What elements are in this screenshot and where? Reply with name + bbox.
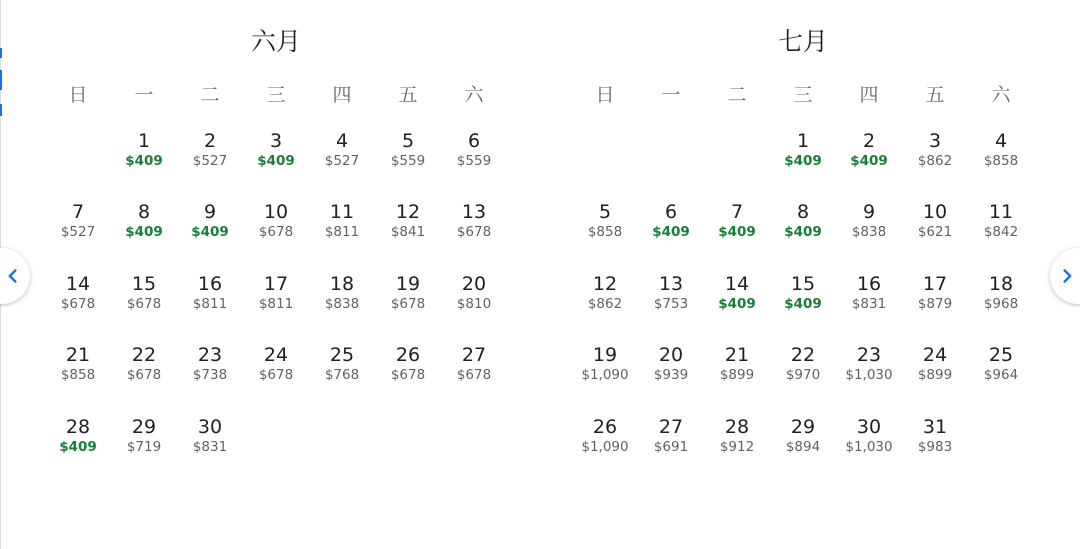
- day-number: 17: [263, 272, 289, 295]
- price-label: $810: [456, 295, 492, 312]
- day-number: 21: [65, 344, 91, 367]
- empty-cell: [704, 129, 770, 200]
- day-cell[interactable]: [309, 272, 375, 343]
- day-cell[interactable]: [902, 200, 968, 271]
- weekday-label: 二: [200, 84, 220, 106]
- day-number: 25: [329, 344, 355, 367]
- day-cell[interactable]: [111, 129, 177, 200]
- day-cell[interactable]: [111, 200, 177, 271]
- lowest-price-label: $409: [784, 153, 822, 169]
- day-number: 1: [796, 130, 810, 152]
- edge-link-mark: [0, 104, 2, 116]
- day-number: 12: [592, 272, 618, 295]
- weekday-label: 四: [332, 84, 352, 106]
- price-label: $862: [587, 295, 623, 312]
- day-number: 7: [71, 201, 85, 224]
- day-number: 11: [329, 201, 355, 224]
- price-label: $691: [653, 438, 689, 455]
- weekday-label: 五: [398, 84, 418, 106]
- day-cell[interactable]: [441, 200, 507, 271]
- day-number: 28: [65, 415, 91, 438]
- price-label: $1,090: [581, 438, 629, 455]
- price-label: $678: [456, 367, 492, 384]
- day-cell[interactable]: [836, 415, 902, 486]
- day-number: 13: [658, 272, 684, 295]
- price-label: $831: [851, 295, 887, 312]
- prev-month-button[interactable]: [0, 248, 30, 304]
- weekday-label: 日: [595, 84, 615, 106]
- day-number: 31: [922, 415, 948, 438]
- day-cell[interactable]: [770, 129, 836, 200]
- price-label: $527: [324, 153, 360, 169]
- day-cell[interactable]: [968, 129, 1034, 200]
- day-number: 8: [137, 201, 151, 224]
- day-number: 23: [856, 344, 882, 367]
- day-cell[interactable]: [243, 272, 309, 343]
- month-title: 六月: [250, 27, 301, 56]
- day-cell[interactable]: [638, 343, 704, 414]
- day-number: 14: [724, 272, 750, 295]
- day-number: 17: [922, 272, 948, 295]
- day-cell[interactable]: [572, 200, 638, 271]
- lowest-price-label: $409: [191, 224, 229, 241]
- day-number: 2: [862, 130, 876, 152]
- weekday-label: 四: [859, 84, 879, 106]
- day-cell[interactable]: [45, 415, 111, 486]
- day-cell[interactable]: [375, 272, 441, 343]
- price-label: $678: [456, 224, 492, 241]
- next-month-button[interactable]: [1050, 248, 1080, 304]
- day-number: 9: [862, 201, 876, 224]
- price-label: $842: [983, 224, 1019, 241]
- day-number: 4: [994, 130, 1008, 152]
- weekday-label: 五: [925, 84, 945, 106]
- price-label: $621: [917, 224, 953, 241]
- day-number: 9: [203, 201, 217, 224]
- day-cell[interactable]: [836, 129, 902, 200]
- day-cell[interactable]: [770, 200, 836, 271]
- price-label: $678: [126, 367, 162, 384]
- price-label: $899: [917, 367, 953, 384]
- day-number: 27: [658, 415, 684, 438]
- day-number: 29: [131, 415, 157, 438]
- weekday-label: 日: [68, 84, 88, 106]
- price-label: $838: [324, 295, 360, 312]
- day-number: 26: [592, 415, 618, 438]
- day-cell[interactable]: [704, 343, 770, 414]
- day-cell[interactable]: [111, 272, 177, 343]
- price-label: $912: [719, 438, 755, 455]
- day-number: 27: [461, 344, 487, 367]
- day-number: 20: [461, 272, 487, 295]
- day-cell[interactable]: [902, 272, 968, 343]
- day-cell[interactable]: [638, 415, 704, 486]
- weekday-label: 六: [464, 84, 484, 106]
- price-label: $894: [785, 438, 821, 455]
- day-number: 25: [988, 344, 1014, 367]
- day-number: 14: [65, 272, 91, 295]
- day-cell[interactable]: [441, 343, 507, 414]
- price-label: $939: [653, 367, 689, 384]
- price-label: $678: [60, 295, 96, 312]
- day-cell[interactable]: [177, 129, 243, 200]
- day-cell[interactable]: [902, 343, 968, 414]
- price-label: $858: [983, 153, 1019, 169]
- day-cell[interactable]: [638, 200, 704, 271]
- day-number: 24: [922, 344, 948, 367]
- weekday-label: 二: [727, 84, 747, 106]
- day-cell[interactable]: [375, 343, 441, 414]
- day-number: 18: [988, 272, 1014, 295]
- price-label: $970: [785, 367, 821, 384]
- empty-cell: [572, 129, 638, 200]
- day-number: 6: [467, 130, 481, 152]
- day-cell[interactable]: [836, 343, 902, 414]
- day-number: 11: [988, 201, 1014, 224]
- day-cell[interactable]: [177, 200, 243, 271]
- day-number: 8: [796, 201, 810, 224]
- day-cell[interactable]: [902, 415, 968, 486]
- lowest-price-label: $409: [784, 224, 822, 241]
- day-cell[interactable]: [638, 272, 704, 343]
- price-label: $738: [192, 367, 228, 384]
- price-label: $768: [324, 367, 360, 384]
- month-title: 七月: [777, 27, 828, 56]
- day-cell[interactable]: [968, 200, 1034, 271]
- day-cell[interactable]: [309, 343, 375, 414]
- day-cell[interactable]: [770, 415, 836, 486]
- day-cell[interactable]: [441, 129, 507, 200]
- weekday-header: [45, 80, 507, 110]
- lowest-price-label: $409: [652, 224, 690, 241]
- price-label: $559: [456, 153, 492, 169]
- day-number: 7: [730, 201, 744, 224]
- day-number: 28: [724, 415, 750, 438]
- weekday-label: 六: [991, 84, 1011, 106]
- day-number: 10: [263, 201, 289, 224]
- day-cell[interactable]: [375, 129, 441, 200]
- day-cell[interactable]: [45, 343, 111, 414]
- price-label: $719: [126, 438, 162, 455]
- day-cell[interactable]: [836, 272, 902, 343]
- price-label: $678: [126, 295, 162, 312]
- day-number: 21: [724, 344, 750, 367]
- days-grid: [45, 129, 507, 486]
- chevron-right-icon: [1056, 264, 1080, 288]
- weekday-label: 三: [793, 84, 813, 106]
- price-label: $831: [192, 438, 228, 455]
- day-number: 18: [329, 272, 355, 295]
- day-cell[interactable]: [968, 343, 1034, 414]
- day-number: 22: [131, 344, 157, 367]
- day-cell[interactable]: [111, 415, 177, 486]
- price-label: $964: [983, 367, 1019, 384]
- day-cell[interactable]: [968, 272, 1034, 343]
- day-cell[interactable]: [770, 343, 836, 414]
- day-number: 5: [598, 201, 612, 224]
- price-label: $753: [653, 295, 689, 312]
- day-number: 26: [395, 344, 421, 367]
- day-cell[interactable]: [45, 200, 111, 271]
- day-cell[interactable]: [572, 272, 638, 343]
- lowest-price-label: $409: [125, 153, 163, 169]
- day-number: 30: [197, 415, 223, 438]
- lowest-price-label: $409: [59, 438, 97, 455]
- day-cell[interactable]: [177, 272, 243, 343]
- day-cell[interactable]: [309, 200, 375, 271]
- day-number: 19: [395, 272, 421, 295]
- edge-link-mark: [0, 48, 2, 58]
- price-label: $527: [60, 224, 96, 241]
- price-label: $678: [390, 367, 426, 384]
- lowest-price-label: $409: [257, 153, 295, 169]
- price-label: $811: [258, 295, 294, 312]
- weekday-label: 一: [134, 84, 154, 106]
- day-cell[interactable]: [243, 200, 309, 271]
- day-cell[interactable]: [770, 272, 836, 343]
- price-label: $862: [917, 153, 953, 169]
- day-number: 1: [137, 130, 151, 152]
- price-label: $841: [390, 224, 426, 241]
- day-number: 16: [197, 272, 223, 295]
- day-cell[interactable]: [177, 343, 243, 414]
- empty-cell: [638, 129, 704, 200]
- day-cell[interactable]: [111, 343, 177, 414]
- day-cell[interactable]: [243, 129, 309, 200]
- day-number: 30: [856, 415, 882, 438]
- day-number: 3: [928, 130, 942, 152]
- day-cell[interactable]: [836, 200, 902, 271]
- day-number: 15: [790, 272, 816, 295]
- day-number: 23: [197, 344, 223, 367]
- day-number: 13: [461, 201, 487, 224]
- price-label: $858: [60, 367, 96, 384]
- day-number: 2: [203, 130, 217, 152]
- day-number: 16: [856, 272, 882, 295]
- day-number: 15: [131, 272, 157, 295]
- day-cell[interactable]: [441, 272, 507, 343]
- day-cell[interactable]: [177, 415, 243, 486]
- weekday-label: 三: [266, 84, 286, 106]
- price-label: $879: [917, 295, 953, 312]
- lowest-price-label: $409: [718, 295, 756, 312]
- price-label: $899: [719, 367, 755, 384]
- day-number: 20: [658, 344, 684, 367]
- lowest-price-label: $409: [850, 153, 888, 169]
- day-cell[interactable]: [902, 129, 968, 200]
- lowest-price-label: $409: [125, 224, 163, 241]
- day-number: 3: [269, 130, 283, 152]
- day-cell[interactable]: [572, 415, 638, 486]
- days-grid: [572, 129, 1034, 486]
- price-label: $1,030: [845, 367, 893, 384]
- day-cell[interactable]: [704, 272, 770, 343]
- price-label: $811: [192, 295, 228, 312]
- day-cell[interactable]: [572, 343, 638, 414]
- price-label: $838: [851, 224, 887, 241]
- price-label: $1,090: [581, 367, 629, 384]
- price-label: $968: [983, 295, 1019, 312]
- day-number: 4: [335, 130, 349, 152]
- day-number: 29: [790, 415, 816, 438]
- price-label: $1,030: [845, 438, 893, 455]
- day-number: 19: [592, 344, 618, 367]
- day-cell[interactable]: [375, 200, 441, 271]
- weekday-label: 一: [661, 84, 681, 106]
- day-number: 6: [664, 201, 678, 224]
- day-cell[interactable]: [243, 343, 309, 414]
- day-number: 12: [395, 201, 421, 224]
- empty-cell: [45, 129, 111, 200]
- day-cell[interactable]: [704, 415, 770, 486]
- day-cell[interactable]: [704, 200, 770, 271]
- price-label: $678: [258, 224, 294, 241]
- price-label: $527: [192, 153, 228, 169]
- edge-link-mark: [0, 70, 2, 90]
- day-cell[interactable]: [45, 272, 111, 343]
- price-label: $811: [324, 224, 360, 241]
- weekday-header: [572, 80, 1034, 110]
- price-label: $983: [917, 438, 953, 455]
- day-cell[interactable]: [309, 129, 375, 200]
- day-number: 10: [922, 201, 948, 224]
- day-number: 5: [401, 130, 415, 152]
- price-label: $678: [390, 295, 426, 312]
- price-label: $678: [258, 367, 294, 384]
- lowest-price-label: $409: [784, 295, 822, 312]
- price-label: $559: [390, 153, 426, 169]
- price-label: $858: [587, 224, 623, 241]
- day-number: 24: [263, 344, 289, 367]
- day-number: 22: [790, 344, 816, 367]
- lowest-price-label: $409: [718, 224, 756, 241]
- chevron-left-icon: [0, 264, 24, 288]
